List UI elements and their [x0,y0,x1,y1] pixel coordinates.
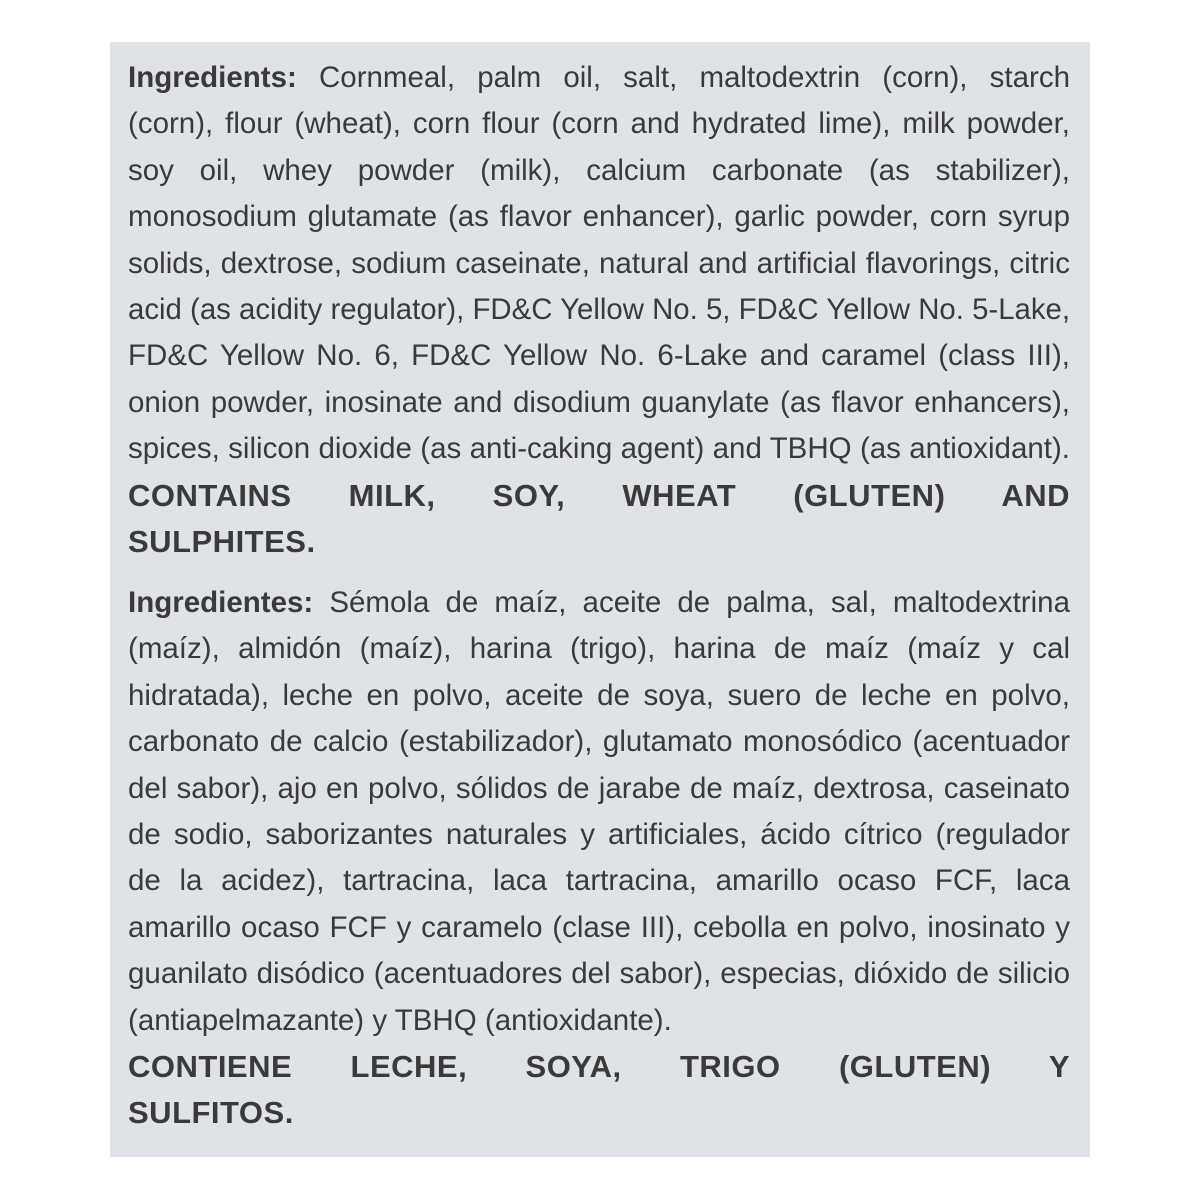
english-ingredients [128,55,1070,565]
allergen-statement-es: SULFITOS. [128,1095,294,1131]
ingredient-line: de la acidez), tartracina, laca tartracina, amarillo ocaso FCF, laca [128,864,1070,898]
allergen-statement: SULPHITES. [128,523,316,559]
allergen-statement: CONTAINS MILK, SOY, WHEAT (GLUTEN) AND [128,477,1070,513]
ingredient-line: soy oil, whey powder (milk), calcium carbonate (as stabilizer), [128,153,1070,187]
ingredient-line: del sabor), ajo en polvo, sólidos de jarabe de maíz, dextrosa, caseinato [128,771,1070,805]
ingredients-label: Ingredients: [128,61,297,94]
ingredient-line: hidratada), leche en polvo, aceite de soya, suero de leche en polvo, [128,678,1070,712]
ingredient-line: acid (as acidity regulator), FD&C Yellow No. 5, FD&C Yellow No. 5-Lake, [128,292,1071,326]
ingredientes-first-line [128,580,1070,626]
ingredient-line: solids, dextrose, sodium caseinate, natural and artificial flavorings, citric [128,246,1070,280]
ingredient-line: de sodio, saborizantes naturales y artificiales, ácido cítrico (regulador [128,817,1070,851]
ingredient-line: carbonato de calcio (estabilizador), glutamato monosódico (acentuador [128,725,1070,759]
ingredientes-text: Sémola de maíz, aceite de palma, sal, maltodextrina [313,586,1070,619]
ingredient-line: (corn), flour (wheat), corn flour (corn and hydrated lime), milk powder, [128,107,1070,141]
ingredient-line: onion powder, inosinate and disodium guanylate (as flavor enhancers), [128,385,1070,419]
ingredient-line: guanilato disódico (acentuadores del sabor), especias, dióxido de silicio [128,957,1070,991]
allergen-statement-es: CONTIENE LECHE, SOYA, TRIGO (GLUTEN) Y [128,1048,1070,1084]
spanish-ingredients [128,580,1070,1137]
ingredients-first-line [128,55,1070,101]
ingredient-line: (maíz), almidón (maíz), harina (trigo), harina de maíz (maíz y cal [128,632,1070,666]
ingredient-line: FD&C Yellow No. 6, FD&C Yellow No. 6-Lake and caramel (class III), [128,339,1070,373]
ingredients-text: Cornmeal, palm oil, salt, maltodextrin (corn), starch [296,61,1070,94]
ingredient-line: amarillo ocaso FCF y caramelo (clase III), cebolla en polvo, inosinato y [128,910,1070,944]
ingredient-line: monosodium glutamate (as flavor enhancer), garlic powder, corn syrup [128,200,1070,234]
ingredient-line: (antiapelmazante) y TBHQ (antioxidante). [128,1003,672,1037]
ingredient-line: spices, silicon dioxide (as anti-caking agent) and TBHQ (as antioxidant). [128,432,1070,466]
ingredientes-label: Ingredientes: [128,586,314,619]
